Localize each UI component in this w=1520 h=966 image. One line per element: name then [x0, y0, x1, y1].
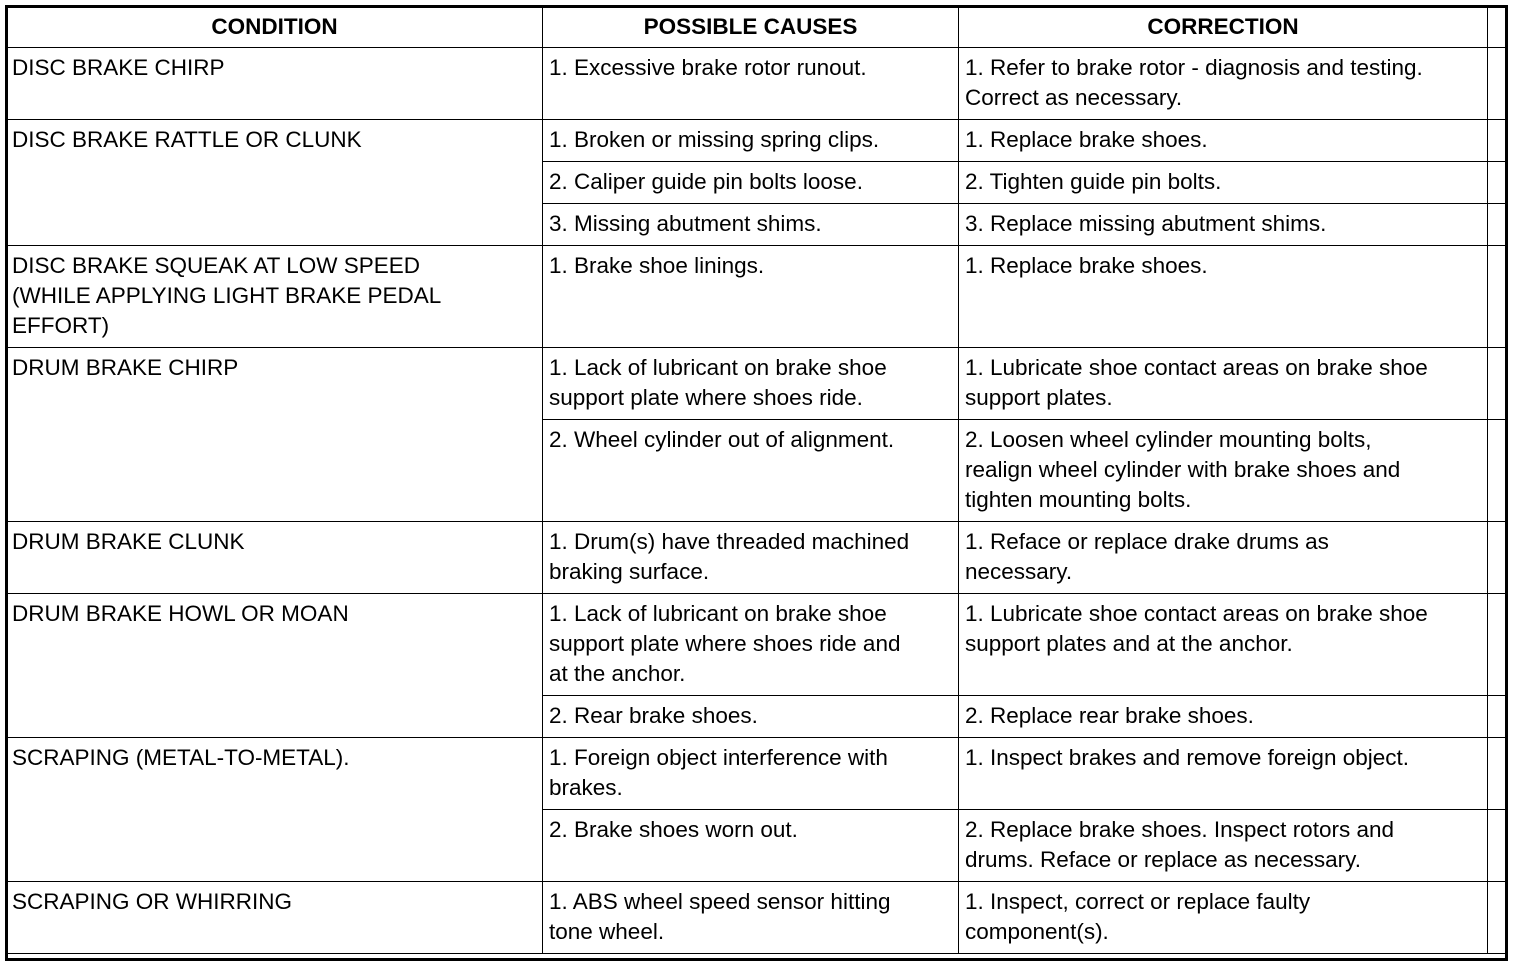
condition-cell: DISC BRAKE SQUEAK AT LOW SPEED (WHILE APPLYING LIGHT BRAKE PEDAL EFFORT) — [7, 246, 543, 348]
correction-cell: 2. Tighten guide pin bolts. — [959, 162, 1488, 204]
header-row — [7, 7, 1507, 48]
condition-cell: SCRAPING (METAL-TO-METAL). — [7, 738, 543, 882]
edge-cell — [1488, 246, 1507, 348]
correction-cell: 3. Replace missing abutment shims. — [959, 204, 1488, 246]
correction-cell: 1. Lubricate shoe contact areas on brake shoe support plates. — [959, 348, 1488, 420]
cause-cell: 1. Broken or missing spring clips. — [543, 120, 959, 162]
cause-cell: 2. Wheel cylinder out of alignment. — [543, 420, 959, 522]
condition-cell: SCRAPING OR WHIRRING — [7, 882, 543, 954]
edge-cell — [1488, 162, 1507, 204]
condition-cell: DISC BRAKE RATTLE OR CLUNK — [7, 120, 543, 246]
table-row — [7, 120, 1507, 162]
correction-cell: 1. Inspect brakes and remove foreign object. — [959, 738, 1488, 810]
edge-cell — [1488, 420, 1507, 522]
cause-cell: 2. Rear brake shoes. — [543, 696, 959, 738]
table-row — [7, 882, 1507, 954]
header-possible-causes: POSSIBLE CAUSES — [543, 7, 959, 48]
correction-cell: 2. Replace rear brake shoes. — [959, 696, 1488, 738]
table-row — [7, 522, 1507, 594]
header-condition: CONDITION — [7, 7, 543, 48]
cause-cell: 2. Caliper guide pin bolts loose. — [543, 162, 959, 204]
edge-cell — [1488, 882, 1507, 954]
table-row — [7, 246, 1507, 348]
correction-cell: 2. Loosen wheel cylinder mounting bolts, realign wheel cylinder with brake shoes and tighten mounting bolts. — [959, 420, 1488, 522]
edge-cell — [1488, 810, 1507, 882]
edge-cell — [1488, 696, 1507, 738]
diagnosis-table — [6, 6, 1507, 954]
cause-cell: 1. Excessive brake rotor runout. — [543, 48, 959, 120]
edge-cell — [1488, 7, 1507, 48]
condition-cell: DRUM BRAKE CHIRP — [7, 348, 543, 522]
correction-cell: 1. Inspect, correct or replace faulty component(s). — [959, 882, 1488, 954]
correction-cell: 1. Replace brake shoes. — [959, 246, 1488, 348]
cause-cell: 1. Brake shoe linings. — [543, 246, 959, 348]
cause-cell: 1. Drum(s) have threaded machined braking surface. — [543, 522, 959, 594]
edge-cell — [1488, 48, 1507, 120]
table-row — [7, 348, 1507, 420]
condition-cell: DISC BRAKE CHIRP — [7, 48, 543, 120]
correction-cell: 1. Replace brake shoes. — [959, 120, 1488, 162]
edge-cell — [1488, 522, 1507, 594]
cause-cell: 2. Brake shoes worn out. — [543, 810, 959, 882]
correction-cell: 1. Refer to brake rotor - diagnosis and testing. Correct as necessary. — [959, 48, 1488, 120]
table-row — [7, 738, 1507, 810]
correction-cell: 2. Replace brake shoes. Inspect rotors and drums. Reface or replace as necessary. — [959, 810, 1488, 882]
cause-cell: 1. Lack of lubricant on brake shoe support plate where shoes ride. — [543, 348, 959, 420]
edge-cell — [1488, 738, 1507, 810]
edge-cell — [1488, 120, 1507, 162]
cause-cell: 3. Missing abutment shims. — [543, 204, 959, 246]
header-correction: CORRECTION — [959, 7, 1488, 48]
correction-cell: 1. Lubricate shoe contact areas on brake shoe support plates and at the anchor. — [959, 594, 1488, 696]
edge-cell — [1488, 348, 1507, 420]
cause-cell: 1. ABS wheel speed sensor hitting tone wheel. — [543, 882, 959, 954]
condition-cell: DRUM BRAKE CLUNK — [7, 522, 543, 594]
edge-cell — [1488, 204, 1507, 246]
condition-cell: DRUM BRAKE HOWL OR MOAN — [7, 594, 543, 738]
table-row — [7, 594, 1507, 696]
edge-cell — [1488, 594, 1507, 696]
cause-cell: 1. Foreign object interference with brakes. — [543, 738, 959, 810]
correction-cell: 1. Reface or replace drake drums as necessary. — [959, 522, 1488, 594]
table-row — [7, 48, 1507, 120]
cause-cell: 1. Lack of lubricant on brake shoe support plate where shoes ride and at the anchor. — [543, 594, 959, 696]
